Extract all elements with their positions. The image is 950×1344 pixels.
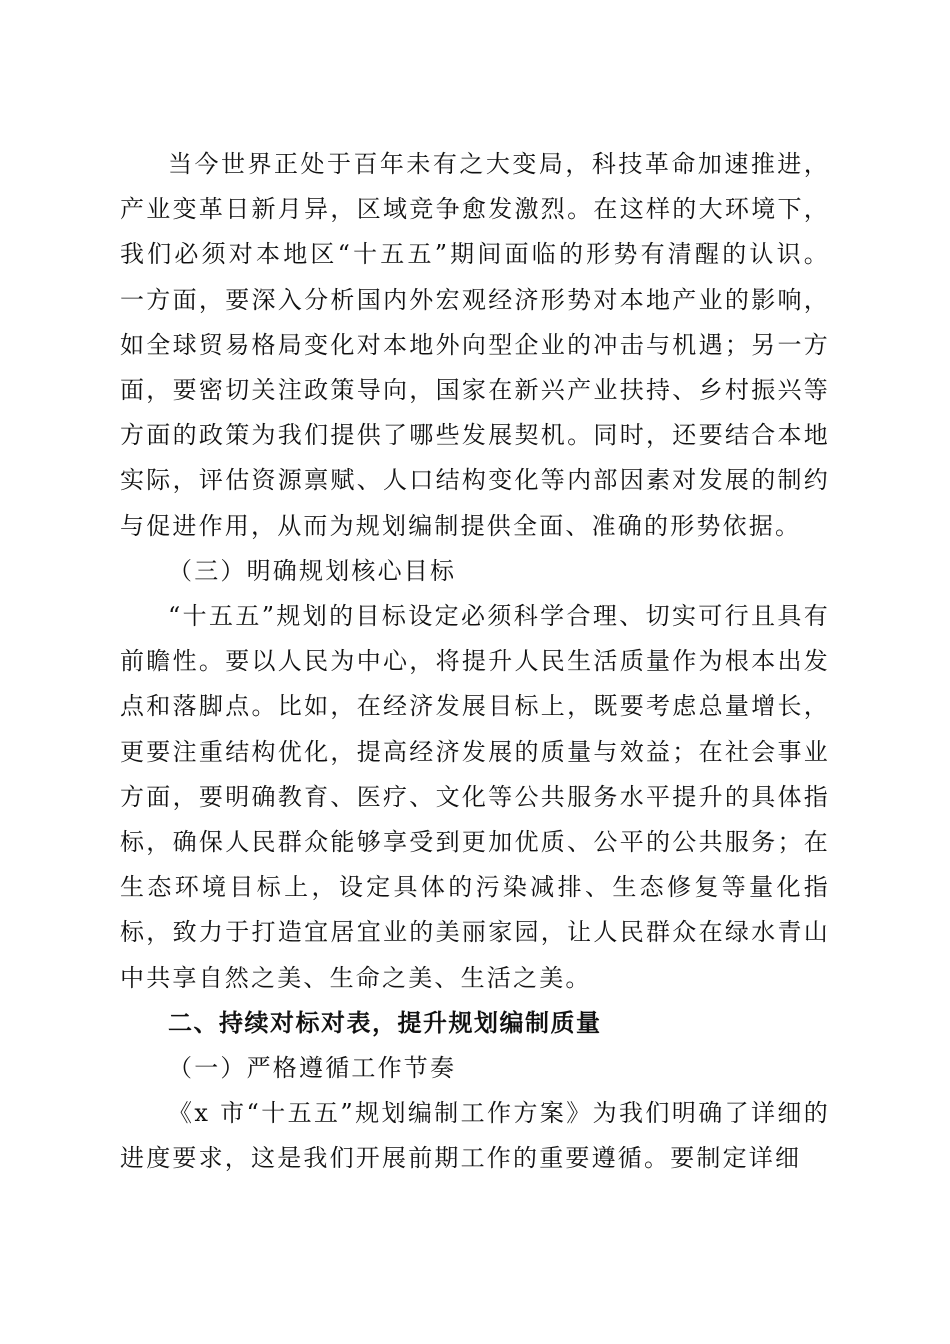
document-body bbox=[120, 142, 830, 1182]
subheading-work-rhythm: （一）严格遵循工作节奏 bbox=[168, 1054, 457, 1083]
subheading-core-goals: （三）明确规划核心目标 bbox=[168, 556, 457, 585]
paragraph-situation-analysis: 当今世界正处于百年未有之大变局，科技革命加速推进，产业变革日新月异，区域竞争愈发激烈。在这样的大环境下，我们必须对本地区“十五五”期间面临的形势有清醒的认识。一方面，要深入分析国内外宏观经济形势对本地产业的影响，如全球贸易格局变化对本地外向型企业的冲击与机遇；另一方面，要密切关注政策导向，国家在新兴产业扶持、乡村振兴等方面的政策为我们提供了哪些发展契机。同时，还要结合本地实际，评估资源禀赋、人口结构变化等内部因素对发展的制约与促进作用，从而为规划编制提供全面、准确的形势依据。 bbox=[120, 150, 830, 540]
paragraph-work-rhythm: 《x 市“十五五”规划编制工作方案》为我们明确了详细的进度要求，这是我们开展前期工作的重要遵循。要制定详细 bbox=[120, 1099, 830, 1173]
section-heading-two: 二、持续对标对表，提升规划编制质量 bbox=[168, 1008, 602, 1037]
paragraph-core-goals: “十五五”规划的目标设定必须科学合理、切实可行且具有前瞻性。要以人民为中心，将提升人民生活质量作为根本出发点和落脚点。比如，在经济发展目标上，既要考虑总量增长，更要注重结构优化，提高经济发展的质量与效益；在社会事业方面，要明确教育、医疗、文化等公共服务水平提升的具体指标，确保人民群众能够享受到更加优质、公平的公共服务；在生态环境目标上，设定具体的污染减排、生态修复等量化指标，致力于打造宜居宜业的美丽家园，让人民群众在绿水青山中共享自然之美、生命之美、生活之美。 bbox=[120, 602, 830, 992]
